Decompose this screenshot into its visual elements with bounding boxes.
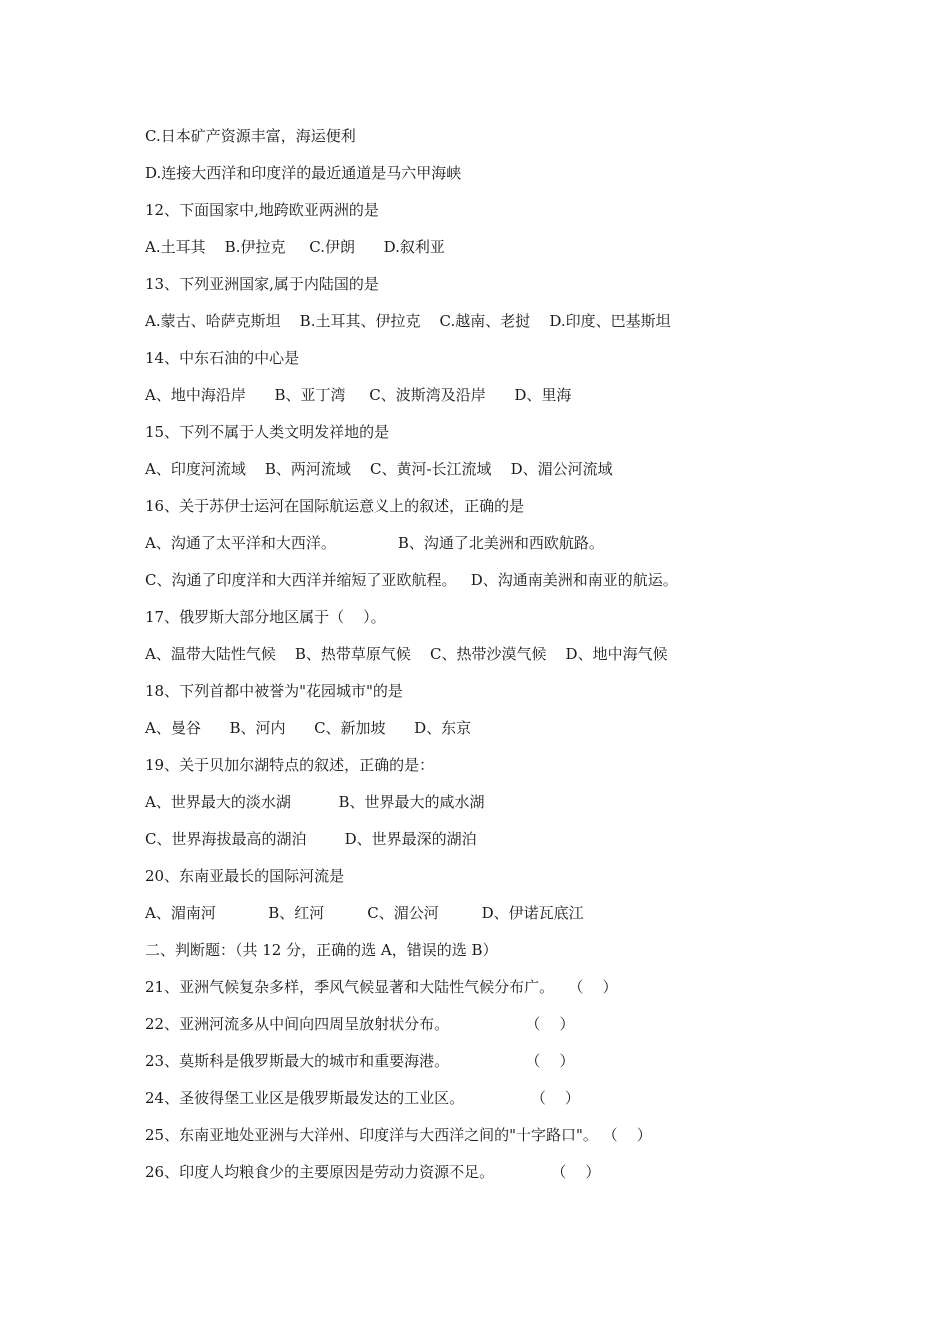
question-23: 23、莫斯科是俄罗斯最大的城市和重要海港。 （ ） xyxy=(145,1052,575,1070)
options-18: A、曼谷 B、河内 C、新加坡 D、东京 xyxy=(145,719,472,737)
question-12: 12、下面国家中,地跨欧亚两洲的是 xyxy=(145,201,379,219)
question-14: 14、中东石油的中心是 xyxy=(145,349,300,367)
option-line-11d: D.连接大西洋和印度洋的最近通道是马六甲海峡 xyxy=(145,164,462,182)
question-25: 25、东南亚地处亚洲与大洋州、印度洋与大西洋之间的"十字路口"。 （ ） xyxy=(145,1126,652,1144)
question-24: 24、圣彼得堡工业区是俄罗斯最发达的工业区。 （ ） xyxy=(145,1089,580,1107)
options-20: A、湄南河 B、红河 C、湄公河 D、伊诺瓦底江 xyxy=(145,904,584,922)
question-16: 16、关于苏伊士运河在国际航运意义上的叙述，正确的是 xyxy=(145,497,525,515)
options-14: A、地中海沿岸 B、亚丁湾 C、波斯湾及沿岸 D、里海 xyxy=(145,386,572,404)
question-26: 26、印度人均粮食少的主要原因是劳动力资源不足。 （ ） xyxy=(145,1163,601,1181)
option-line-11c: C.日本矿产资源丰富，海运便利 xyxy=(145,127,356,145)
question-22: 22、亚洲河流多从中间向四周呈放射状分布。 （ ） xyxy=(145,1015,575,1033)
question-13: 13、下列亚洲国家,属于内陆国的是 xyxy=(145,275,379,293)
section-heading-judgment: 二、判断题：（共 12 分，正确的选 A，错误的选 B） xyxy=(145,941,498,959)
question-21: 21、亚洲气候复杂多样，季风气候显著和大陆性气候分布广。 （ ） xyxy=(145,978,618,996)
question-20: 20、东南亚最长的国际河流是 xyxy=(145,867,345,885)
options-17: A、温带大陆性气候 B、热带草原气候 C、热带沙漠气候 D、地中海气候 xyxy=(145,645,668,663)
question-17: 17、俄罗斯大部分地区属于（ ）。 xyxy=(145,608,386,626)
options-16-cd: C、沟通了印度洋和大西洋并缩短了亚欧航程。 D、沟通南美洲和南亚的航运。 xyxy=(145,571,678,589)
options-15: A、印度河流域 B、两河流域 C、黄河-长江流域 D、湄公河流域 xyxy=(145,460,613,478)
question-15: 15、下列不属于人类文明发祥地的是 xyxy=(145,423,390,441)
options-19-ab: A、世界最大的淡水湖 B、世界最大的咸水湖 xyxy=(145,793,485,811)
options-13: A.蒙古、哈萨克斯坦 B.土耳其、伊拉克 C.越南、老挝 D.印度、巴基斯坦 xyxy=(145,312,671,330)
options-16-ab: A、沟通了太平洋和大西洋。 B、沟通了北美洲和西欧航路。 xyxy=(145,534,604,552)
options-19-cd: C、世界海拔最高的湖泊 D、世界最深的湖泊 xyxy=(145,830,477,848)
options-12: A.土耳其 B.伊拉克 C.伊朗 D.叙利亚 xyxy=(145,238,445,256)
question-19: 19、关于贝加尔湖特点的叙述，正确的是： xyxy=(145,756,435,774)
question-18: 18、下列首都中被誉为"花园城市"的是 xyxy=(145,682,403,700)
